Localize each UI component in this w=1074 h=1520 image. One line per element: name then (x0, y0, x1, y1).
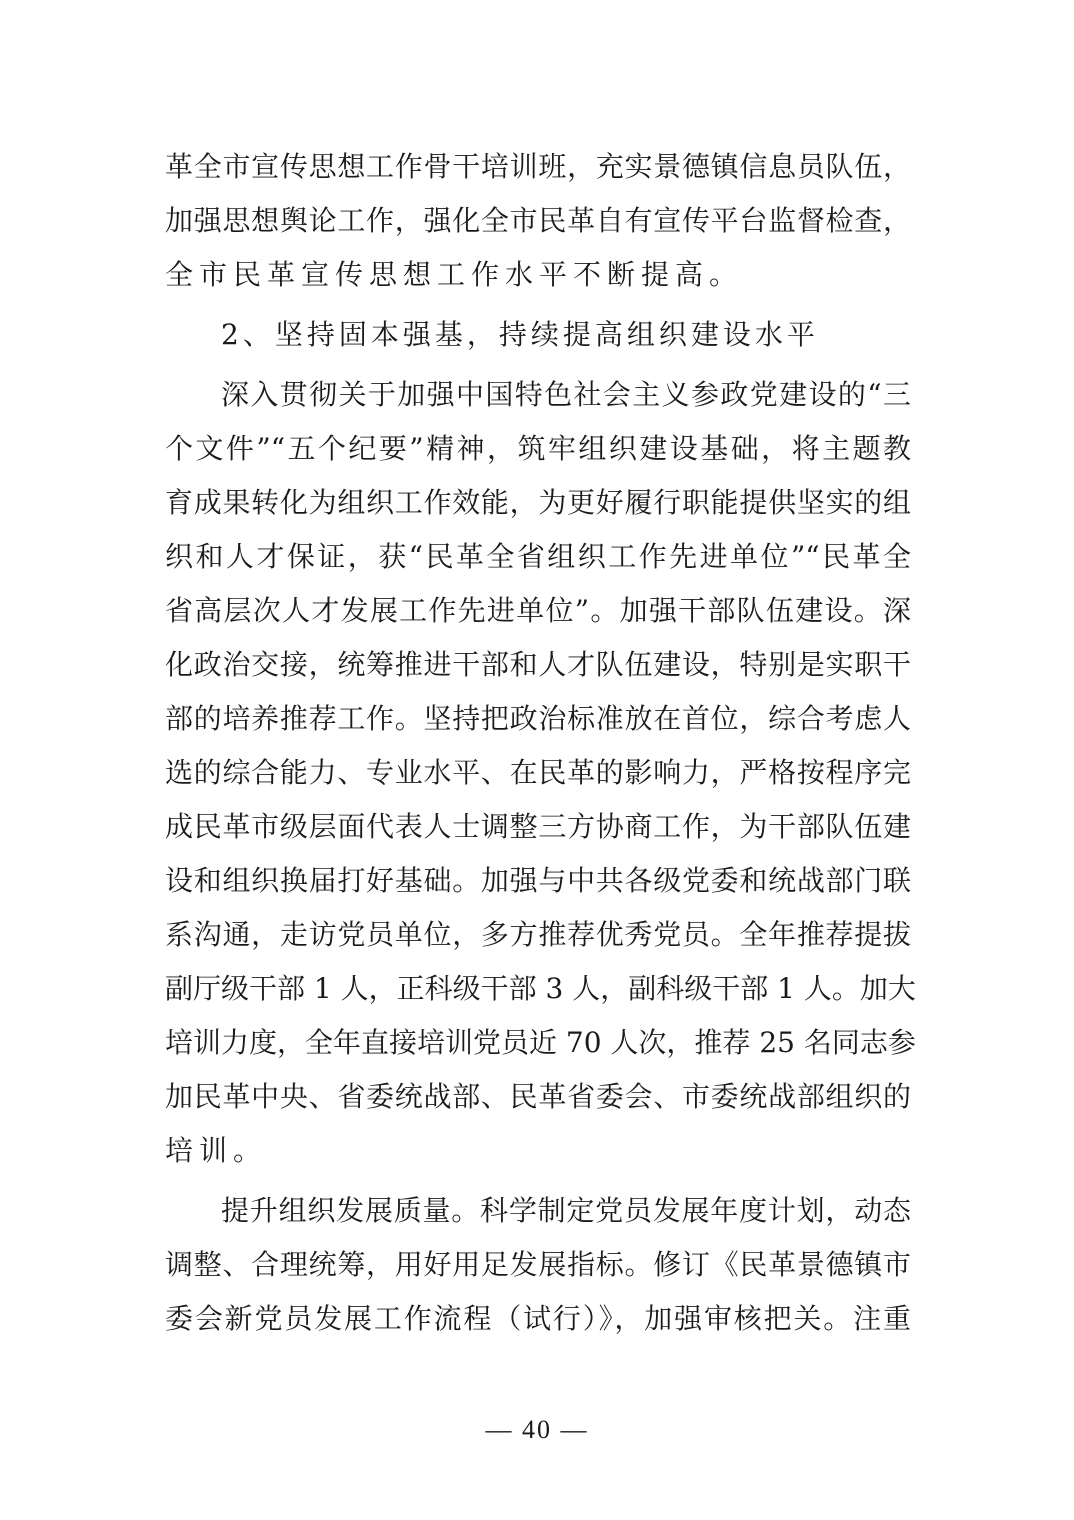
text-line: 调整、合理统筹，用好用足发展指标。修订《民革景德镇市 (165, 1248, 911, 1281)
text-line: 全市民革宣传思想工作水平不断提高。 (165, 258, 744, 291)
text-line: 系沟通，走访党员单位，多方推荐优秀党员。全年推荐提拔 (165, 918, 911, 951)
page-number: — 40 — (485, 1415, 589, 1444)
text-line: 培训。 (165, 1134, 268, 1167)
text-line: 副厅级干部 1 人，正科级干部 3 人，副科级干部 1 人。加大 (165, 972, 916, 1005)
text-line: 化政治交接，统筹推进干部和人才队伍建设，特别是实职干 (165, 648, 911, 681)
text-line: 委会新党员发展工作流程（试行）》，加强审核把关。注重 (165, 1302, 911, 1335)
text-line: 部的培养推荐工作。坚持把政治标准放在首位，综合考虑人 (165, 702, 911, 735)
text-line: 加强思想舆论工作，强化全市民革自有宣传平台监督检查， (165, 204, 911, 237)
text-line: 深入贯彻关于加强中国特色社会主义参政党建设的“三 (221, 378, 911, 411)
text-line: 省高层次人才发展工作先进单位”。加强干部队伍建设。深 (165, 594, 911, 627)
text-line: 织和人才保证，获“民革全省组织工作先进单位”“民革全 (165, 540, 911, 573)
body-text (165, 140, 916, 1346)
text-line: 设和组织换届打好基础。加强与中共各级党委和统战部门联 (165, 864, 911, 897)
text-line: 加民革中央、省委统战部、民革省委会、市委统战部组织的 (165, 1080, 911, 1113)
text-line: 提升组织发展质量。科学制定党员发展年度计划，动态 (221, 1194, 911, 1227)
text-line: 选的综合能力、专业水平、在民革的影响力，严格按程序完 (165, 756, 911, 789)
text-line: 革全市宣传思想工作骨干培训班，充实景德镇信息员队伍， (165, 150, 911, 183)
text-line: 育成果转化为组织工作效能，为更好履行职能提供坚实的组 (165, 486, 911, 519)
text-line: 成民革市级层面代表人士调整三方协商工作，为干部队伍建 (165, 810, 911, 843)
text-line: 个文件”“五个纪要”精神，筑牢组织建设基础，将主题教 (165, 432, 911, 465)
text-line: 培训力度，全年直接培训党员近 70 人次，推荐 25 名同志参 (165, 1026, 916, 1059)
section-heading: 2、坚持固本强基，持续提高组织建设水平 (221, 318, 819, 351)
